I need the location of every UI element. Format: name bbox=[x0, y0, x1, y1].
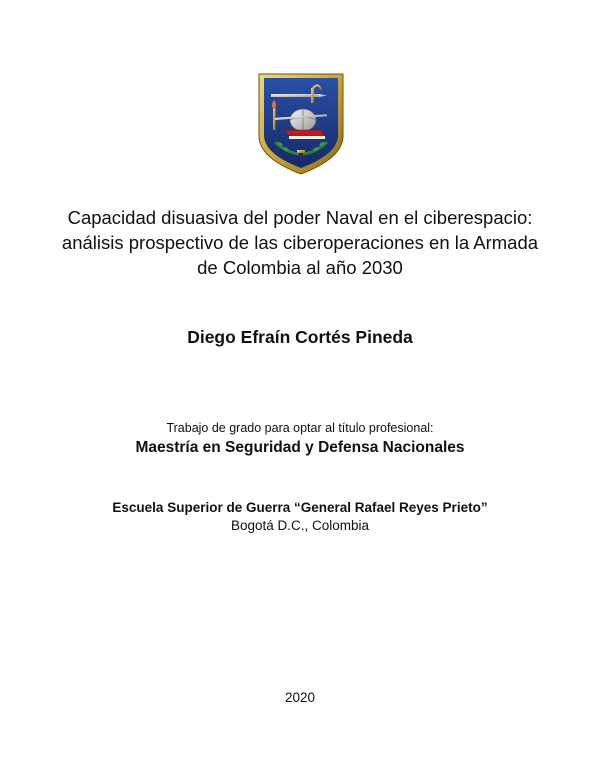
degree-title: Maestría en Seguridad y Defensa Nacionales bbox=[135, 439, 465, 456]
document-title: Capacidad disuasiva del poder Naval en el ciberespacio: análisis prospectivo de las ciberoperaciones en la Armada de Colombia al año 2030 bbox=[61, 207, 539, 278]
school-name: Escuela Superior de Guerra “General Rafael Reyes Prieto” bbox=[112, 500, 488, 515]
naval-war-college-crest-icon bbox=[255, 70, 347, 178]
publication-year: 2020 bbox=[284, 690, 316, 705]
author-name: Diego Efraín Cortés Pineda bbox=[187, 327, 413, 347]
city-location: Bogotá D.C., Colombia bbox=[230, 518, 370, 533]
degree-purpose-text: Trabajo de grado para optar al título profesional: bbox=[166, 421, 434, 435]
